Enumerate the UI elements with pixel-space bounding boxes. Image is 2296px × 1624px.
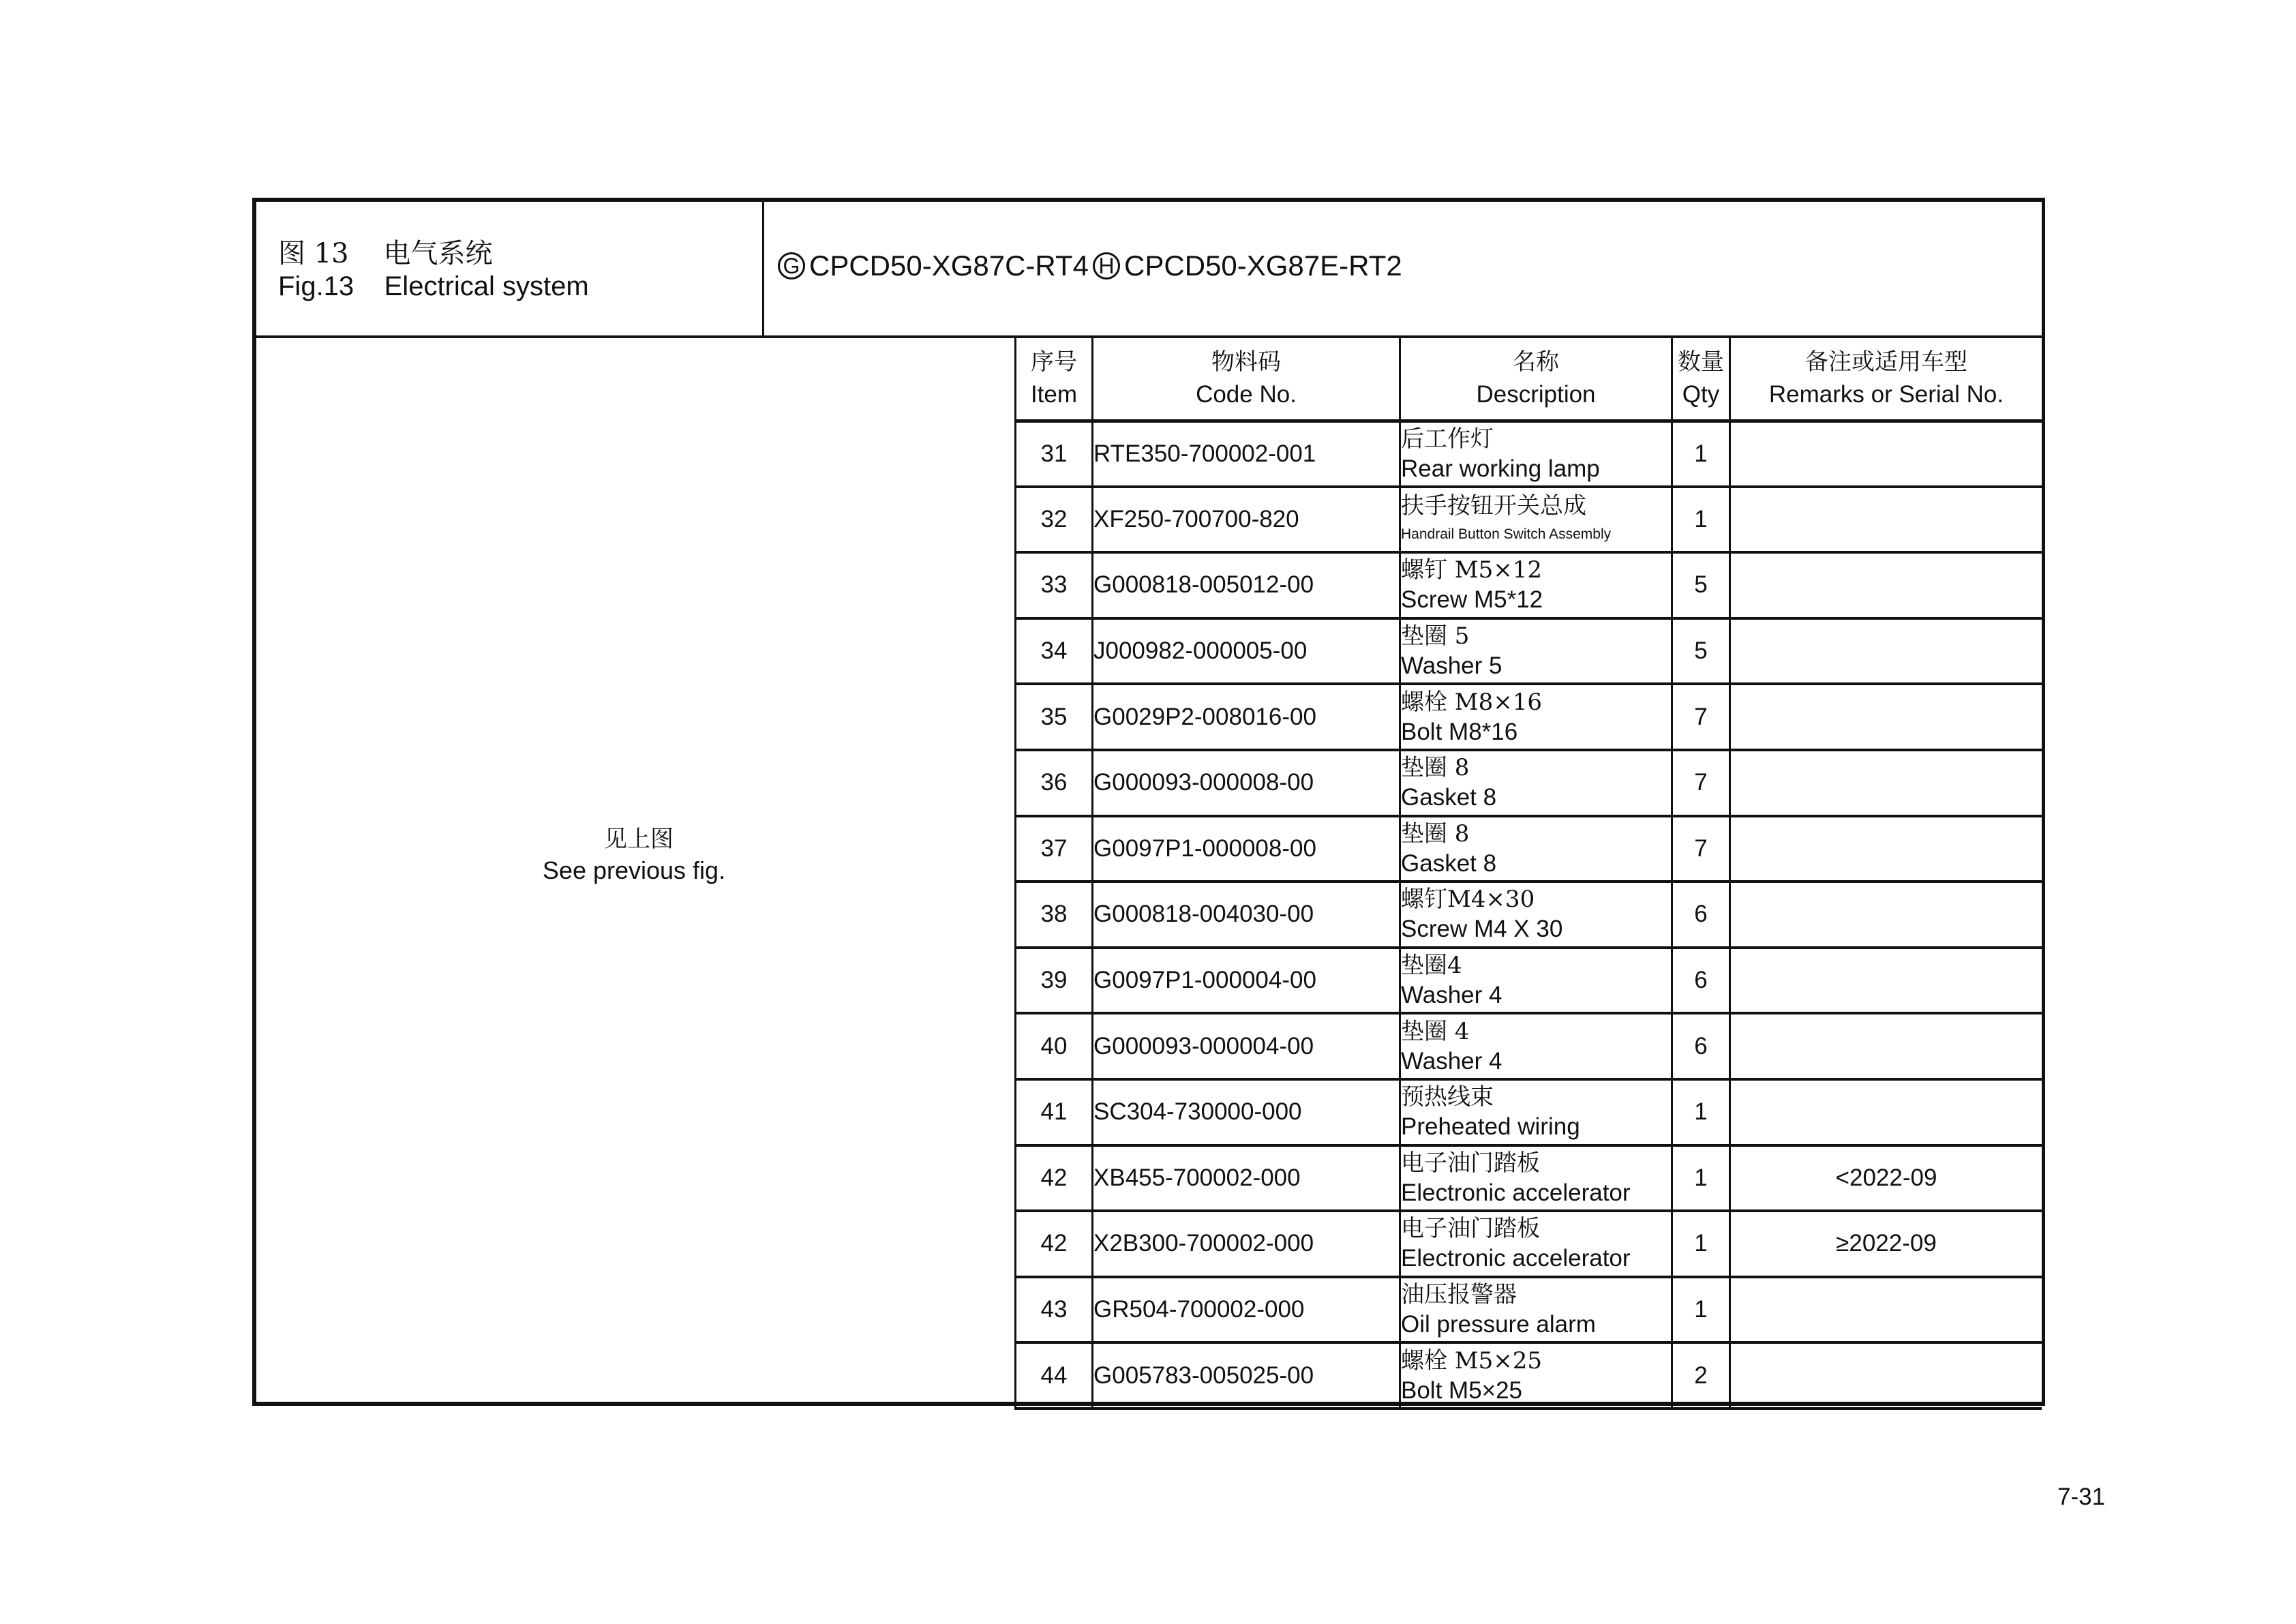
quantity: 1 bbox=[1672, 1211, 1730, 1277]
description-en: Screw M5*12 bbox=[1401, 586, 1543, 614]
item-number: 38 bbox=[1016, 882, 1093, 948]
quantity: 5 bbox=[1672, 552, 1730, 618]
table-row bbox=[1016, 1145, 2042, 1212]
quantity: 1 bbox=[1672, 1079, 1730, 1145]
column-header-qty: 数量 Qty bbox=[1672, 338, 1730, 421]
description-en: Oil pressure alarm bbox=[1401, 1311, 1596, 1338]
parts-list-frame bbox=[252, 198, 2045, 1406]
page-number: 7-31 bbox=[2057, 1484, 2106, 1510]
code-number: J000982-000005-00 bbox=[1093, 618, 1400, 685]
figure-title bbox=[256, 202, 764, 335]
item-number: 41 bbox=[1016, 1079, 1093, 1145]
remarks bbox=[1730, 750, 2042, 816]
remarks bbox=[1730, 421, 2042, 487]
description-en: Electronic accelerator bbox=[1401, 1179, 1631, 1206]
remarks bbox=[1730, 1277, 2042, 1343]
table-row bbox=[1016, 552, 2042, 618]
quantity: 7 bbox=[1672, 684, 1730, 750]
table-header-row bbox=[1016, 338, 2042, 421]
quantity: 6 bbox=[1672, 882, 1730, 948]
description-cn: 螺钉M4×30 bbox=[1401, 886, 1535, 914]
description-cn: 垫圈 8 bbox=[1401, 819, 1470, 847]
item-number: 32 bbox=[1016, 487, 1093, 553]
parts-table bbox=[1014, 338, 2042, 1410]
item-number: 43 bbox=[1016, 1277, 1093, 1343]
description-en: Bolt M5×25 bbox=[1401, 1377, 1523, 1404]
description-cn: 垫圈 4 bbox=[1401, 1017, 1470, 1045]
quantity: 1 bbox=[1672, 1277, 1730, 1343]
description-cn: 后工作灯 bbox=[1401, 425, 1494, 453]
remarks bbox=[1730, 816, 2042, 882]
item-number: 33 bbox=[1016, 552, 1093, 618]
description bbox=[1400, 1211, 1672, 1277]
description-en: Rear working lamp bbox=[1401, 455, 1600, 482]
code-number: G0097P1-000004-00 bbox=[1093, 948, 1400, 1014]
column-header-remarks: 备注或适用车型 Remarks or Serial No. bbox=[1730, 338, 2042, 421]
description-en: Preheated wiring bbox=[1401, 1113, 1580, 1141]
code-number: G000093-000004-00 bbox=[1093, 1013, 1400, 1079]
description-cn: 垫圈 8 bbox=[1401, 754, 1470, 782]
description-cn: 螺栓 M8×16 bbox=[1401, 688, 1543, 716]
description-en: Washer 5 bbox=[1401, 652, 1502, 680]
quantity: 1 bbox=[1672, 421, 1730, 487]
applicable-models bbox=[778, 247, 1406, 285]
description bbox=[1400, 684, 1672, 750]
code-number: XB455-700002-000 bbox=[1093, 1145, 1400, 1212]
table-row bbox=[1016, 816, 2042, 882]
code-number: G000093-000008-00 bbox=[1093, 750, 1400, 816]
description-en: Washer 4 bbox=[1401, 982, 1502, 1009]
item-number: 36 bbox=[1016, 750, 1093, 816]
circled-h-icon: H bbox=[1093, 252, 1120, 280]
table-row bbox=[1016, 1277, 2042, 1343]
description bbox=[1400, 1277, 1672, 1343]
quantity: 6 bbox=[1672, 948, 1730, 1014]
description bbox=[1400, 1079, 1672, 1145]
column-header-description: 名称 Description bbox=[1400, 338, 1672, 421]
code-number: G005783-005025-00 bbox=[1093, 1342, 1400, 1409]
quantity: 5 bbox=[1672, 618, 1730, 685]
table-row bbox=[1016, 1079, 2042, 1145]
code-number: G000818-005012-00 bbox=[1093, 552, 1400, 618]
table-row bbox=[1016, 618, 2042, 685]
code-number: G0097P1-000008-00 bbox=[1093, 816, 1400, 882]
figure-title-cn: 图 13 电气系统 bbox=[278, 238, 493, 269]
item-number: 31 bbox=[1016, 421, 1093, 487]
table-row bbox=[1016, 421, 2042, 487]
description bbox=[1400, 1342, 1672, 1409]
description bbox=[1400, 1013, 1672, 1079]
remarks bbox=[1730, 882, 2042, 948]
see-previous-note bbox=[256, 824, 1014, 886]
item-number: 39 bbox=[1016, 948, 1093, 1014]
description bbox=[1400, 618, 1672, 685]
item-number: 44 bbox=[1016, 1342, 1093, 1409]
remarks bbox=[1730, 684, 2042, 750]
model-name: CPCD50-XG87E-RT2 bbox=[1124, 250, 1402, 282]
quantity: 7 bbox=[1672, 816, 1730, 882]
description-en: Handrail Button Switch Assembly bbox=[1401, 526, 1612, 542]
description bbox=[1400, 816, 1672, 882]
table-row bbox=[1016, 684, 2042, 750]
remarks bbox=[1730, 1079, 2042, 1145]
description-en: Screw M4 X 30 bbox=[1401, 916, 1563, 943]
table-row bbox=[1016, 882, 2042, 948]
description-en: Gasket 8 bbox=[1401, 784, 1497, 811]
remarks: <2022-09 bbox=[1730, 1145, 2042, 1212]
description-cn: 垫圈 5 bbox=[1401, 622, 1470, 650]
model-name: CPCD50-XG87C-RT4 bbox=[809, 250, 1089, 282]
see-previous-cn: 见上图 bbox=[604, 826, 674, 853]
description-en: Electronic accelerator bbox=[1401, 1245, 1631, 1272]
remarks bbox=[1730, 1013, 2042, 1079]
code-number: SC304-730000-000 bbox=[1093, 1079, 1400, 1145]
code-number: G0029P2-008016-00 bbox=[1093, 684, 1400, 750]
see-previous-en: See previous fig. bbox=[542, 856, 726, 884]
item-number: 40 bbox=[1016, 1013, 1093, 1079]
item-number: 37 bbox=[1016, 816, 1093, 882]
description-en: Washer 4 bbox=[1401, 1047, 1502, 1074]
description-en: Gasket 8 bbox=[1401, 849, 1497, 877]
description bbox=[1400, 421, 1672, 487]
remarks bbox=[1730, 618, 2042, 685]
quantity: 1 bbox=[1672, 487, 1730, 553]
description-cn: 螺栓 M5×25 bbox=[1401, 1347, 1543, 1374]
description-cn: 电子油门踏板 bbox=[1401, 1215, 1540, 1243]
description-cn: 垫圈4 bbox=[1401, 952, 1462, 980]
remarks: ≥2022-09 bbox=[1730, 1211, 2042, 1277]
description bbox=[1400, 948, 1672, 1014]
item-number: 34 bbox=[1016, 618, 1093, 685]
quantity: 1 bbox=[1672, 1145, 1730, 1212]
table-row bbox=[1016, 948, 2042, 1014]
code-number: G000818-004030-00 bbox=[1093, 882, 1400, 948]
table-row bbox=[1016, 1013, 2042, 1079]
page-header bbox=[256, 202, 2042, 338]
circled-g-icon: G bbox=[778, 252, 805, 280]
code-number: GR504-700002-000 bbox=[1093, 1277, 1400, 1343]
item-number: 42 bbox=[1016, 1211, 1093, 1277]
table-row bbox=[1016, 750, 2042, 816]
table-row bbox=[1016, 487, 2042, 553]
figure-area bbox=[256, 338, 1016, 1402]
parts-table-body bbox=[1016, 421, 2042, 1409]
code-number: XF250-700700-820 bbox=[1093, 487, 1400, 553]
remarks bbox=[1730, 948, 2042, 1014]
remarks bbox=[1730, 552, 2042, 618]
description-cn: 电子油门踏板 bbox=[1401, 1149, 1540, 1177]
quantity: 2 bbox=[1672, 1342, 1730, 1409]
description bbox=[1400, 750, 1672, 816]
description-cn: 油压报警器 bbox=[1401, 1281, 1517, 1309]
description-en: Bolt M8*16 bbox=[1401, 718, 1518, 745]
remarks bbox=[1730, 1342, 2042, 1409]
code-number: X2B300-700002-000 bbox=[1093, 1211, 1400, 1277]
remarks bbox=[1730, 487, 2042, 553]
quantity: 6 bbox=[1672, 1013, 1730, 1079]
description-cn: 螺钉 M5×12 bbox=[1401, 556, 1543, 584]
description bbox=[1400, 552, 1672, 618]
table-row bbox=[1016, 1342, 2042, 1409]
item-number: 35 bbox=[1016, 684, 1093, 750]
column-header-code: 物料码 Code No. bbox=[1093, 338, 1400, 421]
description bbox=[1400, 882, 1672, 948]
description-cn: 预热线束 bbox=[1401, 1083, 1494, 1111]
description-cn: 扶手按钮开关总成 bbox=[1401, 492, 1586, 520]
description bbox=[1400, 1145, 1672, 1212]
code-number: RTE350-700002-001 bbox=[1093, 421, 1400, 487]
item-number: 42 bbox=[1016, 1145, 1093, 1212]
figure-title-en: Fig.13 Electrical system bbox=[278, 271, 589, 301]
column-header-item: 序号 Item bbox=[1016, 338, 1093, 421]
table-row bbox=[1016, 1211, 2042, 1277]
description bbox=[1400, 487, 1672, 553]
quantity: 7 bbox=[1672, 750, 1730, 816]
